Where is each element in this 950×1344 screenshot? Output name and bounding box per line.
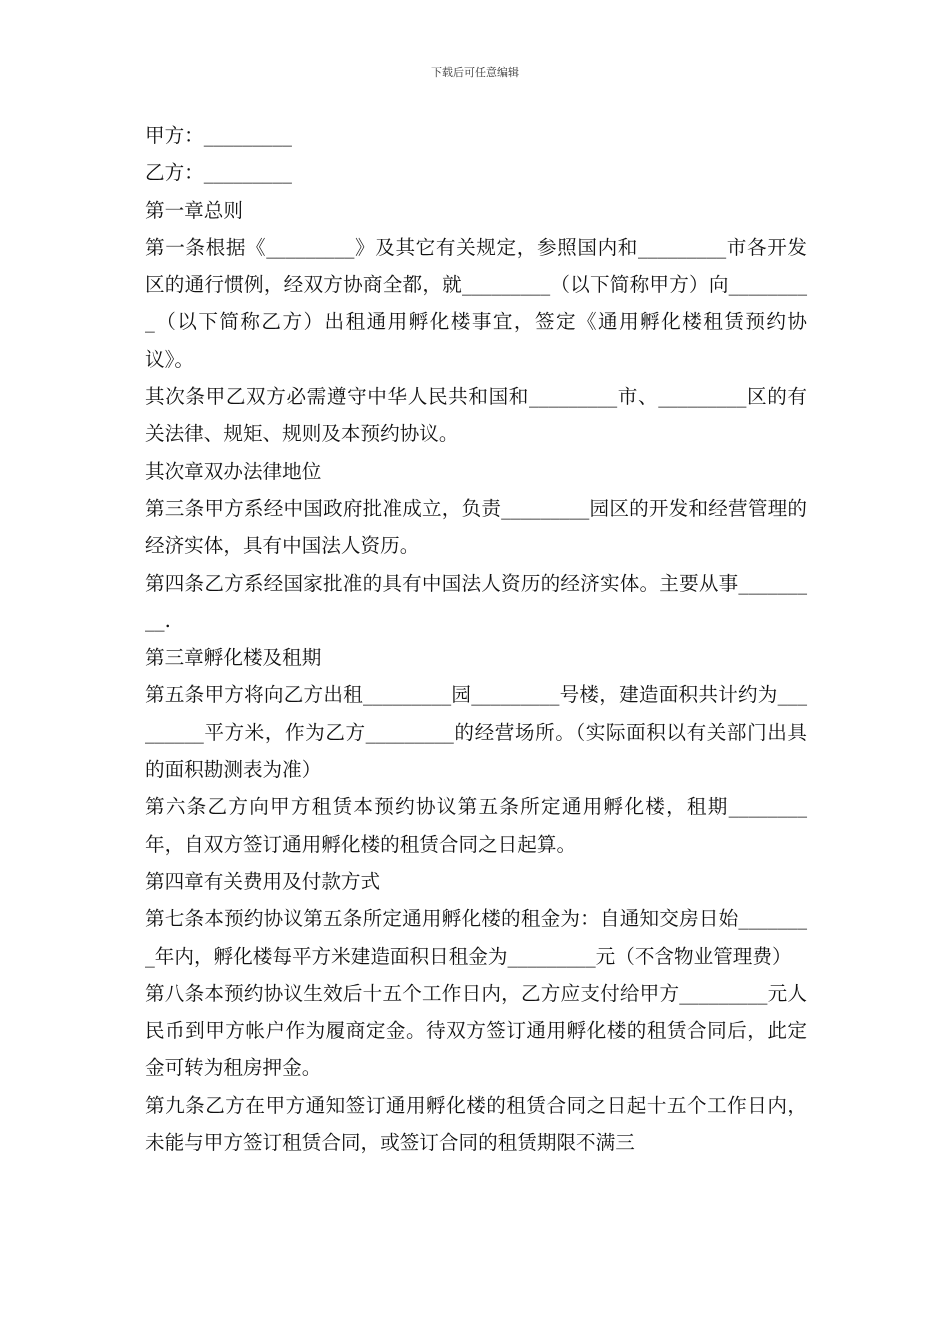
article-1: 第一条根据《_________》及其它有关规定，参照国内和_________市各开发区的通行惯例，经双方协商全都，就_________（以下简称甲方）向_________（以下简称乙方）出租通用孵化楼事宜，签定《通用孵化楼租赁预约协议》。 xyxy=(145,235,807,371)
document-body xyxy=(145,117,807,1161)
chapter-1-heading: 第一章总则 xyxy=(145,198,243,222)
article-4: 第四条乙方系经国家批准的具有中国法人资历的经济实体。主要从事_________. xyxy=(145,571,807,632)
party-b-line: 乙方：_________ xyxy=(145,161,292,185)
article-8: 第八条本预约协议生效后十五个工作日内，乙方应支付给甲方_________元人民币到甲方帐户作为履商定金。待双方签订通用孵化楼的租赁合同后，此定金可转为租房押金。 xyxy=(145,981,807,1080)
article-2: 其次条甲乙双方必需遵守中华人民共和国和_________市、_________区的有关法律、规矩、规则及本预约协议。 xyxy=(145,385,807,446)
chapter-2-heading: 其次章双办法律地位 xyxy=(145,459,322,483)
party-a-line: 甲方：_________ xyxy=(145,124,292,147)
article-7: 第七条本预约协议第五条所定通用孵化楼的租金为：自通知交房日始________年内，孵化楼每平方米建造面积日租金为_________元（不含物业管理费） xyxy=(145,907,807,968)
chapter-4-heading: 第四章有关费用及付款方式 xyxy=(145,869,381,893)
page-header: 下载后可任意编辑 xyxy=(431,66,519,79)
chapter-3-heading: 第三章孵化楼及租期 xyxy=(145,646,322,670)
article-9: 第九条乙方在甲方通知签订通用孵化楼的租赁合同之日起十五个工作日内，未能与甲方签订租赁合同，或签订合同的租赁期限不满三 xyxy=(145,1093,807,1155)
article-6: 第六条乙方向甲方租赁本预约协议第五条所定通用孵化楼，租期________年，自双方签订通用孵化楼的租赁合同之日起算。 xyxy=(145,795,807,856)
article-3: 第三条甲方系经中国政府批准成立，负责_________园区的开发和经营管理的经济实体，具有中国法人资历。 xyxy=(145,496,807,558)
article-5: 第五条甲方将向乙方出租_________园_________号楼，建造面积共计约为_________平方米，作为乙方_________的经营场所。（实际面积以有关部门出具的面积勘测表为准） xyxy=(145,683,807,782)
